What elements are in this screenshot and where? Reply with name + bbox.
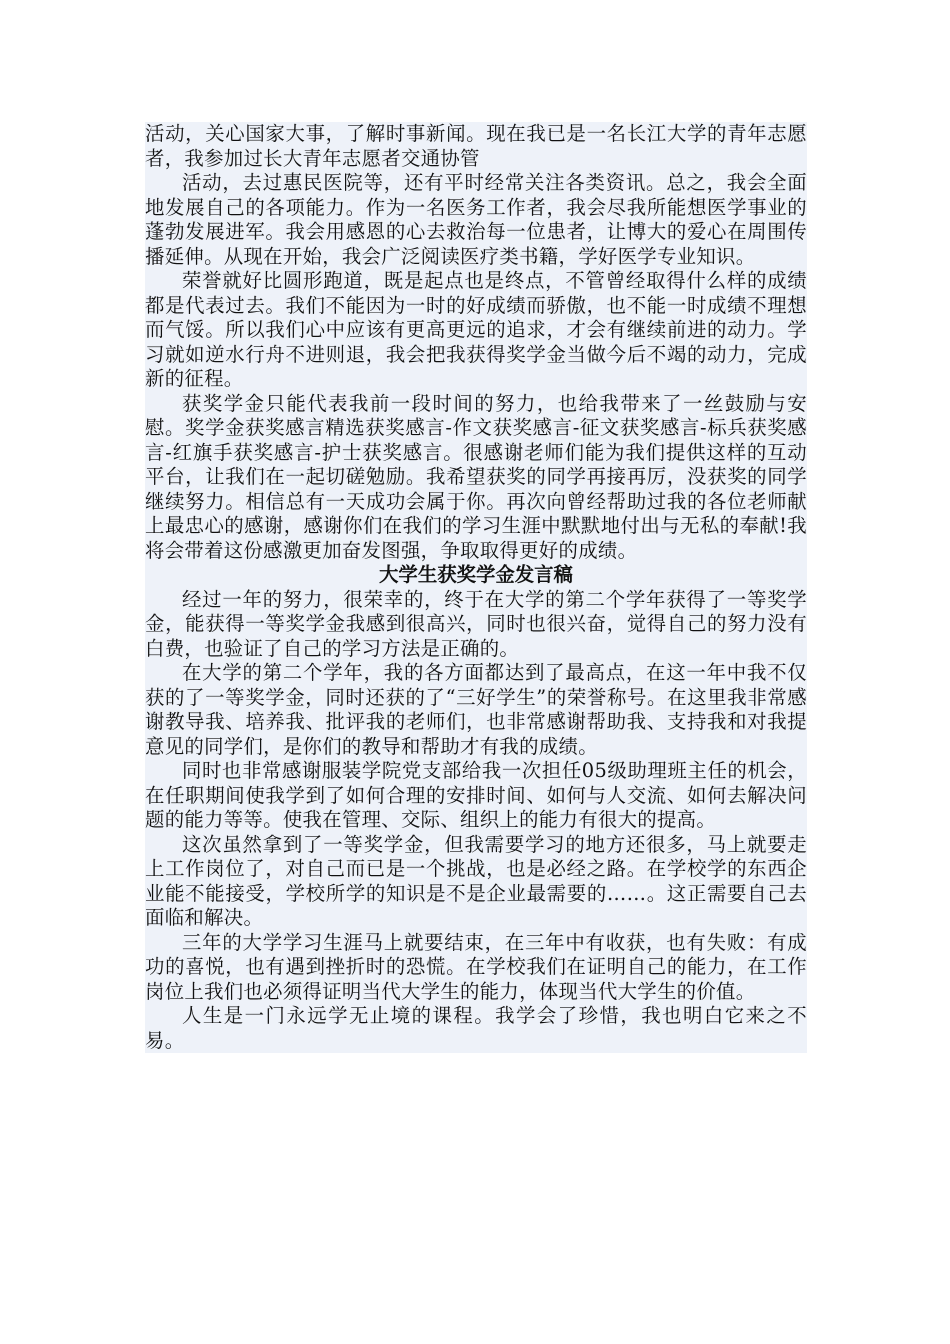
paragraph: 活动，去过惠民医院等，还有平时经常关注各类资讯。总之，我会全面地发展自己的各项能力。作为一名医务工作者，我会尽我所能想医学事业的蓬勃发展进军。我会用感恩的心去救治每一位患者，让博大的爱心在周围传播延伸。从现在开始，我会广泛阅读医疗类书籍，学好医学专业知识。 — [145, 171, 807, 268]
paragraph: 活动，关心国家大事，了解时事新闻。现在我已是一名长江大学的青年志愿者，我参加过长大青年志愿者交通协管 — [145, 122, 807, 170]
paragraph: 经过一年的努力，很荣幸的，终于在大学的第二个学年获得了一等奖学金，能获得一等奖学金我感到很高兴，同时也很兴奋，觉得自己的努力没有白费，也验证了自己的学习方法是正确的。 — [145, 587, 807, 660]
paragraph: 这次虽然拿到了一等奖学金，但我需要学习的地方还很多，马上就要走上工作岗位了，对自己而已是一个挑战，也是必经之路。在学校学的东西企业能不能接受，学校所学的知识是不是企业最需要的……。这正需要自己去面临和解决。 — [145, 832, 807, 929]
paragraph: 同时也非常感谢服装学院党支部给我一次担任05级助理班主任的机会，在任职期间使我学到了如何合理的安排时间、如何与人交流、如何去解决问题的能力等等。使我在管理、交际、组织上的能力有很大的提高。 — [145, 759, 807, 831]
paragraph: 在大学的第二个学年，我的各方面都达到了最高点，在这一年中我不仅获的了一等奖学金，同时还获的了“三好学生”的荣誉称号。在这里我非常感谢教导我、培养我、批评我的老师们，也非常感谢帮助我、支持我和对我提意见的同学们，是你们的教导和帮助才有我的成绩。 — [145, 661, 807, 758]
paragraph: 荣誉就好比圆形跑道，既是起点也是终点，不管曾经取得什么样的成绩都是代表过去。我们不能因为一时的好成绩而骄傲，也不能一时成绩不理想而气馁。所以我们心中应该有更高更远的追求，才会有继续前进的动力。学习就如逆水行舟不进则退，我会把我获得奖学金当做今后不竭的动力，完成新的征程。 — [145, 269, 807, 390]
document-body — [145, 122, 807, 1053]
section-heading: 大学生获奖学金发言稿 — [145, 563, 807, 588]
paragraph: 人生是一门永远学无止境的课程。我学会了珍惜，我也明白它来之不易。 — [145, 1004, 807, 1052]
paragraph: 获奖学金只能代表我前一段时间的努力，也给我带来了一丝鼓励与安慰。奖学金获奖感言精选获奖感言-作文获奖感言-征文获奖感言-标兵获奖感言-红旗手获奖感言-护士获奖感言。很感谢老师们能为我们提供这样的互动平台，让我们在一起切磋勉励。我希望获奖的同学再接再厉，没获奖的同学继续努力。相信总有一天成功会属于你。再次向曾经帮助过我的各位老师献上最忠心的感谢，感谢你们在我们的学习生涯中默默地付出与无私的奉献!我将会带着这份感激更加奋发图强，争取取得更好的成绩。 — [145, 391, 807, 562]
paragraph: 三年的大学学习生涯马上就要结束，在三年中有收获，也有失败：有成功的喜悦，也有遇到挫折时的恐慌。在学校我们在证明自己的能力，在工作岗位上我们也必须得证明当代大学生的能力，体现当代大学生的价值。 — [145, 930, 807, 1003]
